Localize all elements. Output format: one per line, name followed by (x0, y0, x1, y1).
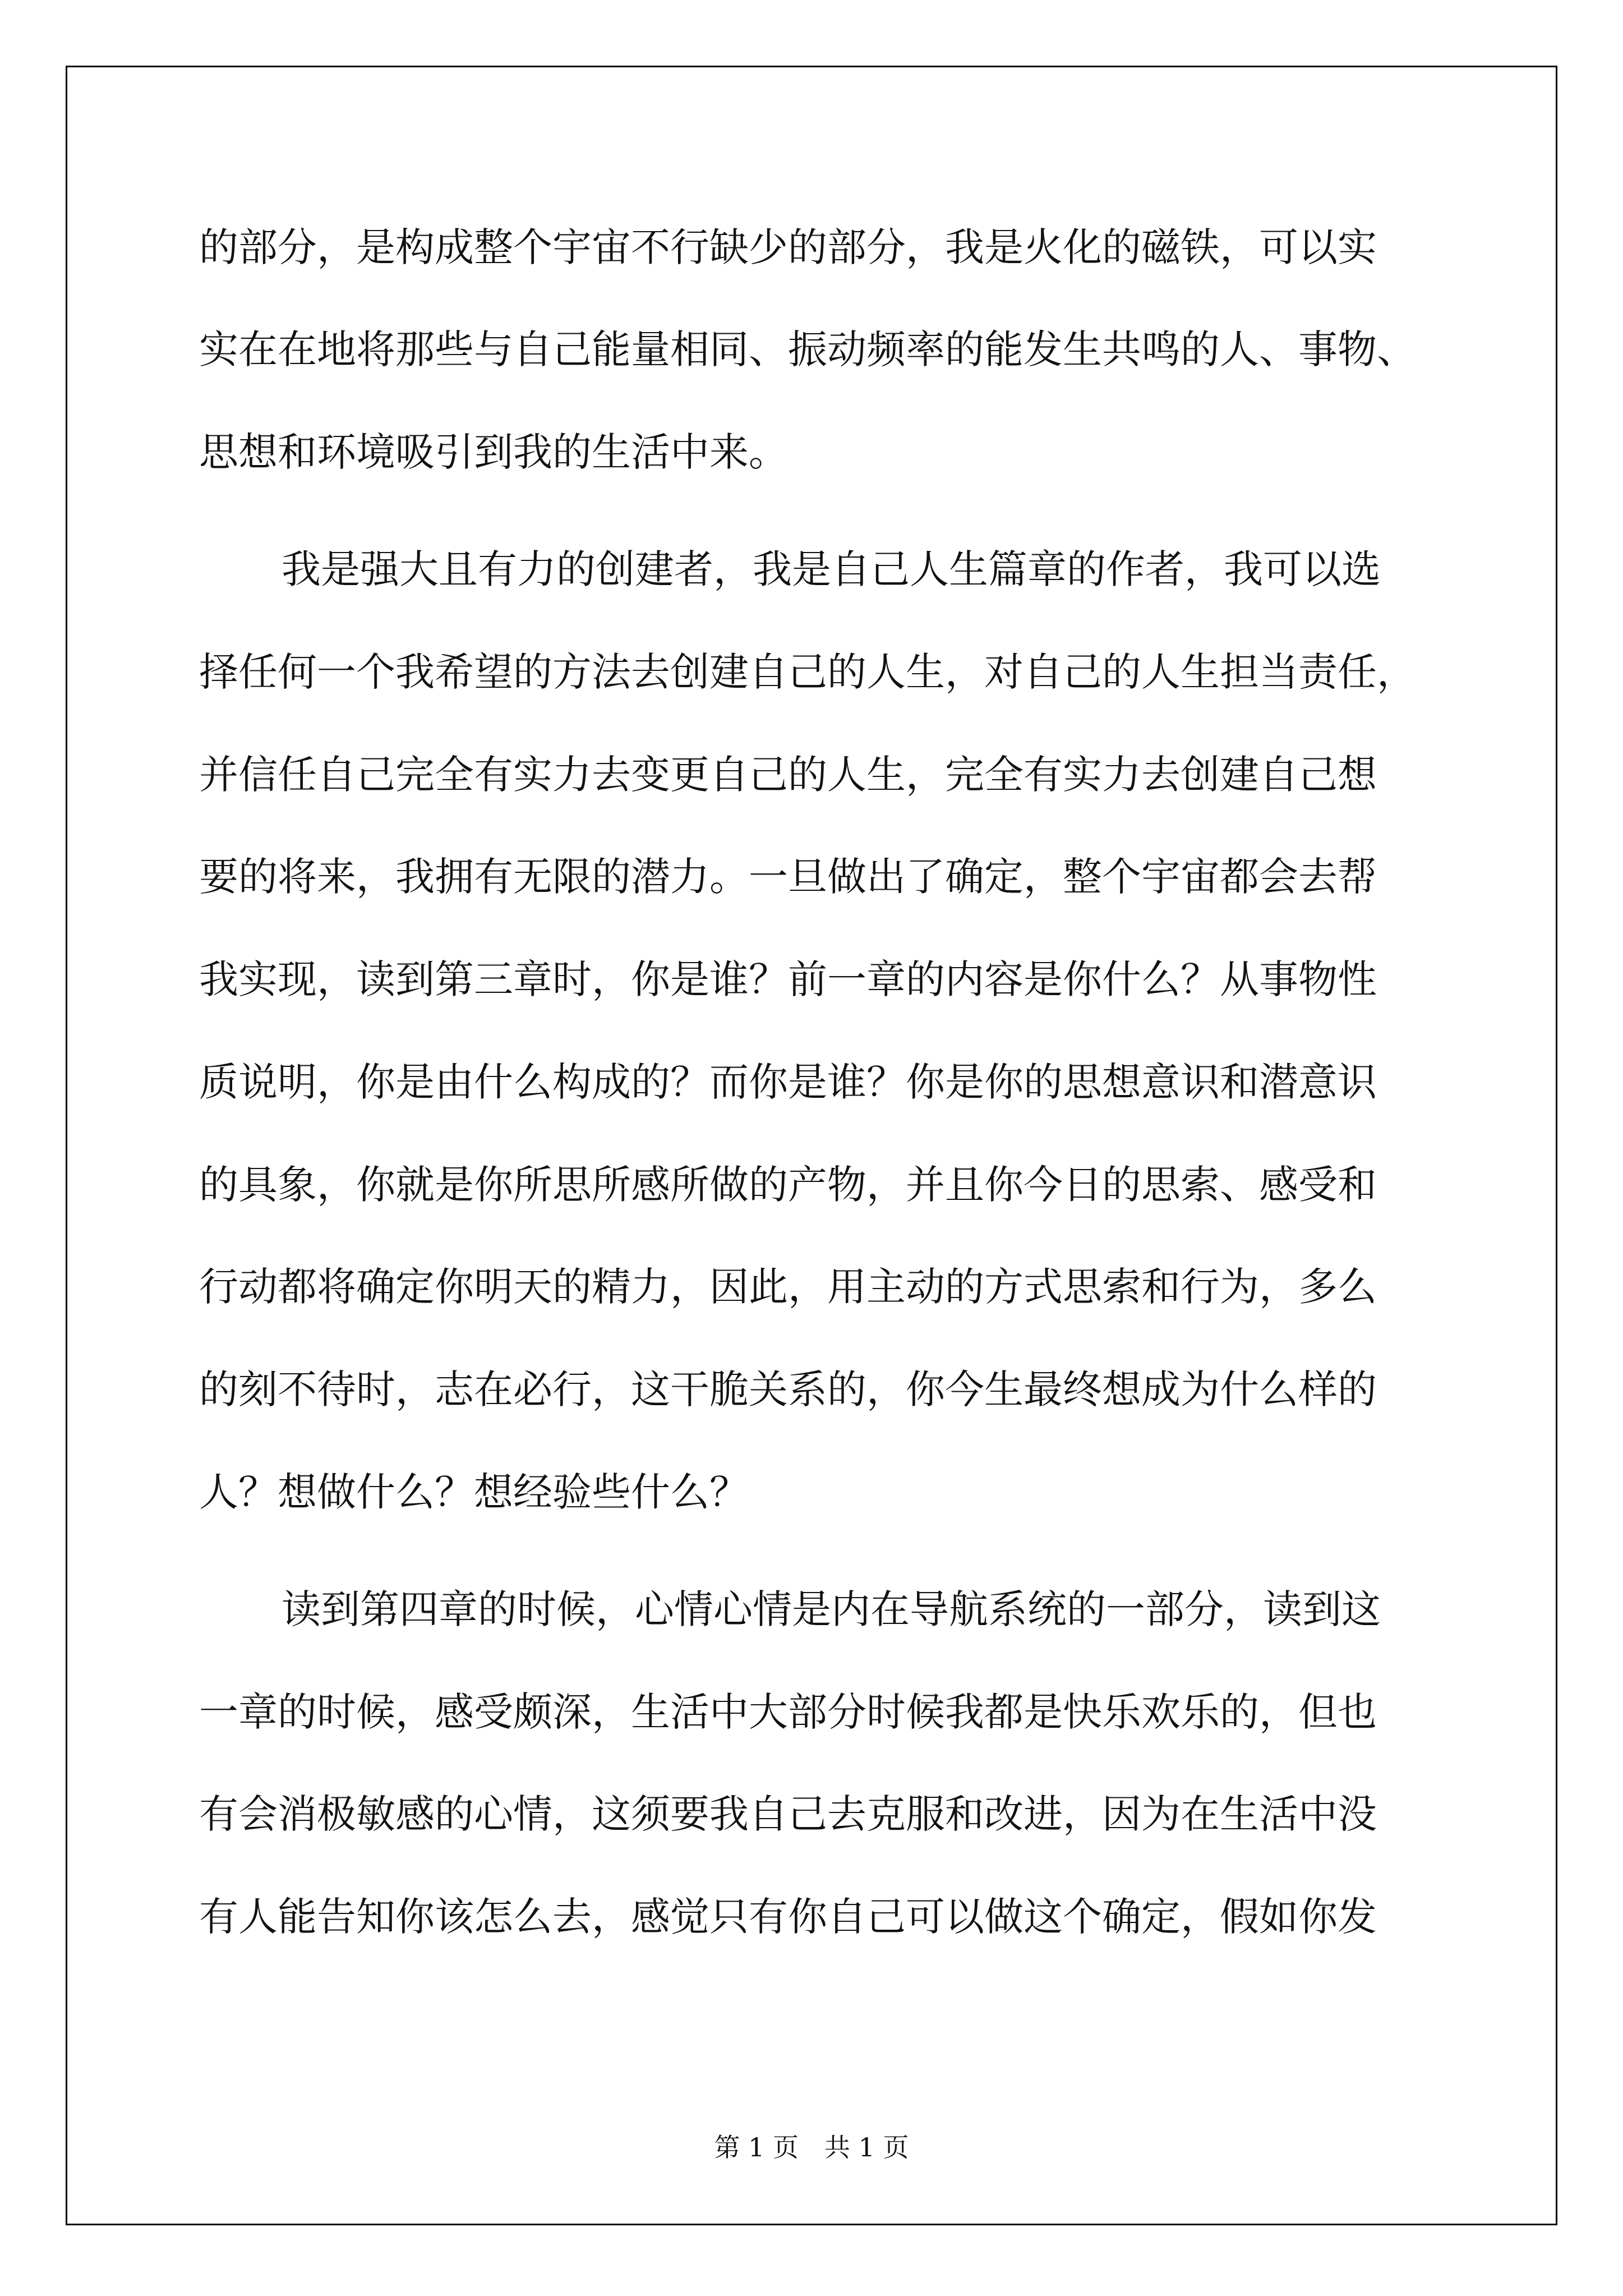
text-line: 有会消极敏感的心情，这须要我自己去克服和改进，因为在生活中没 (199, 1791, 1377, 1837)
text-line: 一章的时候，感受颇深，生活中大部分时候我都是快乐欢乐的，但也 (199, 1689, 1377, 1735)
text-line: 有人能告知你该怎么去，感觉只有你自己可以做这个确定，假如你发 (199, 1894, 1377, 1940)
text-line: 人？想做什么？想经验些什么？ (199, 1469, 749, 1515)
text-line: 的刻不待时，志在必行，这干脆关系的，你今生最终想成为什么样的 (199, 1366, 1377, 1412)
text-line: 择任何一个我希望的方法去创建自己的人生，对自己的人生担当责任， (199, 649, 1416, 695)
text-line: 思想和环境吸引到我的生活中来。 (199, 429, 788, 475)
page-number-footer: 第 1 页 共 1 页 (714, 2132, 909, 2162)
text-line: 实在在地将那些与自己能量相同、振动频率的能发生共鸣的人、事物、 (199, 326, 1416, 372)
text-line: 行动都将确定你明天的精力，因此，用主动的方式思索和行为，多么 (199, 1264, 1377, 1310)
text-line: 我是强大且有力的创建者，我是自己人生篇章的作者，我可以选 (282, 546, 1381, 592)
text-line: 我实现，读到第三章时，你是谁？前一章的内容是你什么？从事物性 (199, 956, 1377, 1002)
text-line: 并信任自己完全有实力去变更自己的人生，完全有实力去创建自己想 (199, 752, 1377, 798)
text-line: 读到第四章的时候，心情心情是内在导航系统的一部分，读到这 (282, 1586, 1381, 1632)
text-line: 质说明，你是由什么构成的？而你是谁？你是你的思想意识和潜意识 (199, 1059, 1377, 1105)
text-line: 的具象，你就是你所思所感所做的产物，并且你今日的思索、感受和 (199, 1162, 1377, 1208)
text-line: 的部分，是构成整个宇宙不行缺少的部分，我是火化的磁铁，可以实 (199, 224, 1377, 270)
text-line: 要的将来，我拥有无限的潜力。一旦做出了确定，整个宇宙都会去帮 (199, 854, 1377, 900)
